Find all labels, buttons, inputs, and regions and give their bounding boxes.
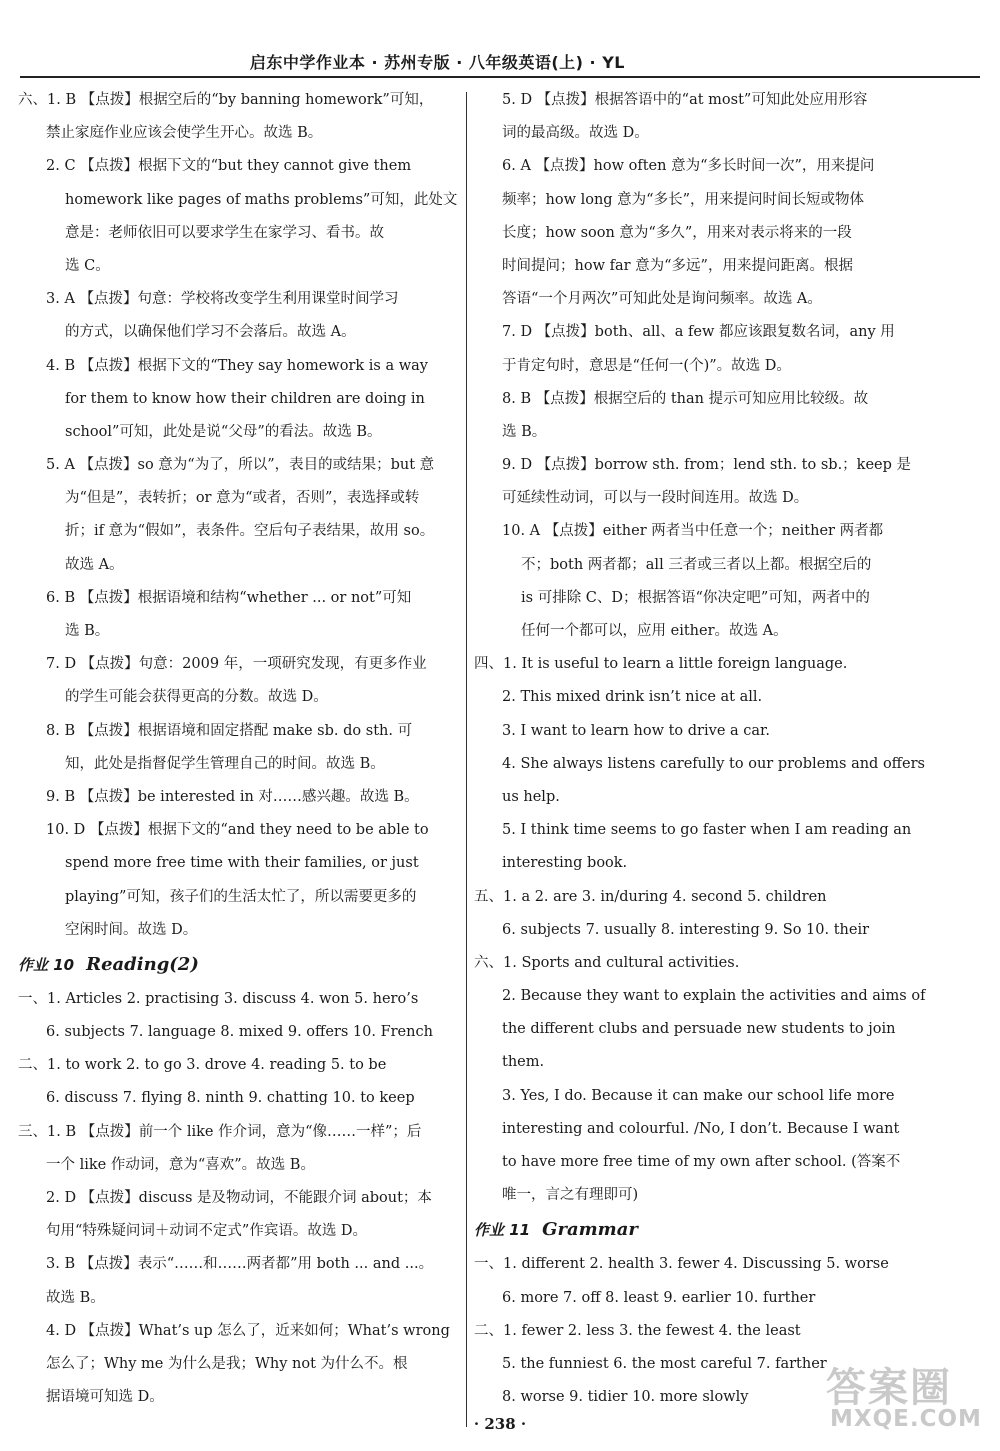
answer-line: 6. subjects 7. language 8. mixed 9. offers 10. French — [46, 1024, 433, 1041]
answer-line: 故选 A。 — [65, 556, 124, 573]
answer-line: the different clubs and persuade new students to join — [502, 1021, 896, 1038]
right-column — [474, 84, 926, 1414]
answer-line: 六、1. B 【点拨】根据空后的“by banning homework”可知， — [18, 92, 434, 108]
answer-line: 选 B。 — [502, 423, 547, 440]
answer-line: 6. B 【点拨】根据语境和结构“whether ... or not”可知 — [46, 589, 412, 606]
answer-line: 选 B。 — [65, 623, 110, 639]
answer-line: 5. D 【点拨】根据答语中的“at most”可知此处应用形容 — [502, 92, 868, 108]
answer-line: 三、1. B 【点拨】前一个 like 作介词，意为“像……一样”；后 — [18, 1123, 422, 1140]
answer-line: 8. B 【点拨】根据空后的 than 提示可知应用比较级。故 — [502, 390, 869, 407]
answer-line: 二、1. to work 2. to go 3. drove 4. reading 5. to be — [18, 1057, 387, 1074]
answer-line: 长度；how soon 意为“多久”，用来对表示将来的一段 — [502, 224, 852, 241]
column-divider — [466, 92, 467, 1427]
section-heading — [474, 1212, 926, 1248]
answer-line: 一个 like 作动词，意为“喜欢”。故选 B。 — [46, 1156, 315, 1173]
answer-line: 2. Because they want to explain the activities and aims of — [502, 988, 926, 1005]
answer-line: 2. C 【点拨】根据下文的“but they cannot give them — [46, 158, 412, 175]
answer-line: interesting and colourful. /No, I don’t. Because I want — [502, 1120, 900, 1137]
answer-line: 4. She always listens carefully to our problems and offers — [502, 755, 925, 772]
site-watermark-logo — [826, 1356, 986, 1436]
answer-line: 可延续性动词，可以与一段时间连用。故选 D。 — [502, 490, 809, 507]
answer-line: 6. A 【点拨】how often 意为“多长时间一次”，用来提问 — [502, 158, 875, 175]
answer-line: 知，此处是指督促学生管理自己的时间。故选 B。 — [65, 755, 385, 772]
answer-line: 2. D 【点拨】discuss 是及物动词，不能跟介词 about；本 — [46, 1190, 432, 1206]
answer-line: interesting book. — [502, 855, 628, 872]
answer-line: 空闲时间。故选 D。 — [65, 921, 198, 938]
answer-line: 据语境可知选 D。 — [46, 1389, 164, 1406]
answer-line: 8. B 【点拨】根据语境和固定搭配 make sb. do sth. 可 — [46, 722, 413, 739]
answer-line: 唯一，言之有理即可) — [502, 1187, 639, 1204]
answer-line: 5. the funniest 6. the most careful 7. farther — [502, 1355, 827, 1372]
answer-line: 6. discuss 7. flying 8. ninth 9. chatting 10. to keep — [46, 1090, 415, 1107]
answer-line: homework like pages of maths problems”可知，此处文 — [65, 191, 458, 208]
answer-line: for them to know how their children are doing in — [65, 390, 425, 407]
section-number: 作业 10 — [18, 955, 75, 974]
answer-line: 5. A 【点拨】so 意为“为了，所以”，表目的或结果；but 意 — [46, 457, 435, 474]
answer-line: 4. B 【点拨】根据下文的“They say homework is a way — [46, 357, 428, 374]
section-number: 作业 11 — [474, 1221, 531, 1240]
answer-line: 怎么了；Why me 为什么是我；Why not 为什么不。根 — [46, 1355, 408, 1372]
answer-line: 3. A 【点拨】句意：学校将改变学生利用课堂时间学习 — [46, 291, 399, 308]
answer-line: 句用“特殊疑问词＋动词不定式”作宾语。故选 D。 — [46, 1223, 368, 1240]
answer-line: 5. I think time seems to go faster when I am reading an — [502, 822, 912, 839]
answer-line: 选 C。 — [65, 257, 110, 274]
answer-line: 任何一个都可以，应用 either。故选 A。 — [521, 623, 788, 639]
answer-line: 的方式，以确保他们学习不会落后。故选 A。 — [65, 324, 356, 341]
answer-line: 2. This mixed drink isn’t nice at all. — [502, 689, 763, 706]
answer-line: 六、1. Sports and cultural activities. — [474, 954, 740, 971]
answer-line: 6. more 7. off 8. least 9. earlier 10. further — [502, 1289, 816, 1306]
section-title: Grammar — [542, 1219, 638, 1241]
answer-line: 9. B 【点拨】be interested in 对……感兴趣。故选 B。 — [46, 788, 419, 805]
answer-line: 频率；how long 意为“多长”，用来提问时间长短或物体 — [502, 191, 865, 208]
answer-line: 意是：老师依旧可以要求学生在家学习、看书。故 — [65, 224, 384, 241]
answer-line: 9. D 【点拨】borrow sth. from；lend sth. to sb.；keep 是 — [502, 457, 912, 474]
answer-line: 折；if 意为“假如”，表条件。空后句子表结果，故用 so。 — [65, 523, 435, 540]
answer-line: them. — [502, 1054, 545, 1071]
answer-line: playing”可知，孩子们的生活太忙了，所以需要更多的 — [65, 888, 417, 905]
running-header — [20, 50, 980, 78]
answer-line: 一、1. different 2. health 3. fewer 4. Discussing 5. worse — [474, 1256, 889, 1273]
page-number: · 238 · — [473, 1415, 527, 1433]
answer-line: 四、1. It is useful to learn a little foreign language. — [474, 656, 848, 673]
answer-line: is 可排除 C、D；根据答语“你决定吧”可知，两者中的 — [521, 589, 870, 606]
answer-line: 时间提问；how far 意为“多远”，用来提问距离。根据 — [502, 257, 853, 274]
answer-line: 3. B 【点拨】表示“……和……两者都”用 both ... and ...。 — [46, 1256, 434, 1273]
answer-line: 答语“一个月两次”可知此处是询问频率。故选 A。 — [502, 291, 822, 308]
answer-line: 6. subjects 7. usually 8. interesting 9. So 10. their — [502, 921, 870, 938]
answer-line: 于肯定句时，意思是“任何一(个)”。故选 D。 — [502, 357, 791, 374]
watermark-logo-text: 答案圈 — [826, 1365, 952, 1411]
left-column — [18, 84, 470, 1414]
answer-line: 的学生可能会获得更高的分数。故选 D。 — [65, 689, 328, 706]
answer-line: 二、1. fewer 2. less 3. the fewest 4. the least — [474, 1322, 801, 1339]
answer-line: 一、1. Articles 2. practising 3. discuss 4. won 5. hero’s — [18, 990, 419, 1007]
header-title: 启东中学作业本 · 苏州专版 · 八年级英语(上) · YL — [249, 53, 625, 72]
answer-line: 4. D 【点拨】What’s up 怎么了，近来如何；What’s wrong — [46, 1322, 450, 1339]
answer-line: spend more free time with their families, or just — [65, 855, 419, 872]
answer-line: 3. Yes, I do. Because it can make our school life more — [502, 1087, 895, 1104]
answer-line: 不；both 两者都；all 三者或三者以上都。根据空后的 — [521, 556, 872, 573]
answer-line: 五、1. a 2. are 3. in/during 4. second 5. children — [474, 888, 827, 905]
answer-line: 故选 B。 — [46, 1289, 105, 1306]
answer-line: 3. I want to learn how to drive a car. — [502, 722, 770, 739]
answer-line: school”可知，此处是说“父母”的看法。故选 B。 — [65, 423, 382, 440]
answer-line: 为“但是”，表转折；or 意为“或者，否则”，表选择或转 — [65, 490, 420, 507]
answer-line: 7. D 【点拨】句意：2009 年，一项研究发现，有更多作业 — [46, 656, 427, 673]
answer-line: 词的最高级。故选 D。 — [502, 125, 649, 142]
section-title: Reading(2) — [86, 953, 199, 975]
answer-line: 10. D 【点拨】根据下文的“and they need to be able to — [46, 822, 429, 839]
section-heading — [18, 947, 470, 983]
answer-line: to have more free time of my own after school. (答案不 — [502, 1154, 901, 1170]
watermark-url-text: MXQE.COM — [830, 1406, 982, 1432]
answer-line: 7. D 【点拨】both、all、a few 都应该跟复数名词，any 用 — [502, 324, 895, 341]
answer-line: 10. A 【点拨】either 两者当中任意一个；neither 两者都 — [502, 523, 884, 540]
answer-line: 8. worse 9. tidier 10. more slowly — [502, 1389, 749, 1406]
answer-line: 禁止家庭作业应该会使学生开心。故选 B。 — [46, 125, 323, 142]
answer-line: us help. — [502, 788, 560, 805]
